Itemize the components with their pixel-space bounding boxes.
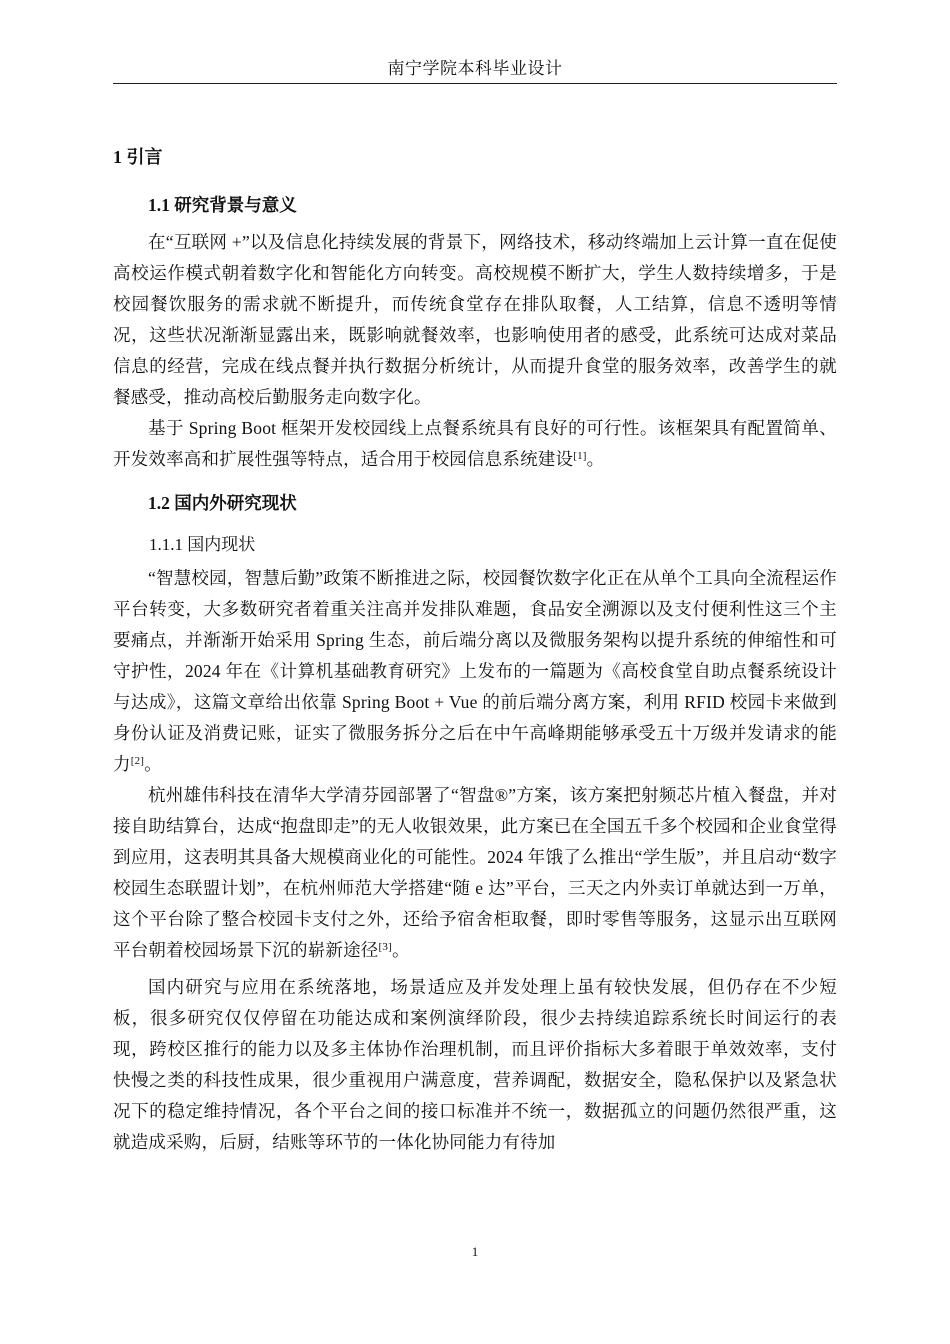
section-heading-introduction: 1 引言 xyxy=(113,147,163,167)
paragraph-end: 。 xyxy=(144,754,162,774)
paragraph-shortcomings: 国内研究与应用在系统落地，场景适应及并发处理上虽有较快发展，但仍存在不少短板，很多研究仅仅停留在功能达成和案例演绎阶段，很少去持续追踪系统长时间运行的表现，跨校区推行的能力以及多主体协作治理机制，而且评价指标大多着眼于单效效率，支付快慢之类的科技性成果，很少重视用户满意度，营养调配，数据安全，隐私保护以及紧急状况下的稳定维持情况，各个平台之间的接口标准并不统一，数据孤立的问题仍然很严重，这就造成采购，后厨，结账等环节的一体化协同能力有待加 xyxy=(113,977,837,1152)
subsubsection-heading-domestic: 1.1.1 国内现状 xyxy=(149,535,256,554)
subsection-heading-background: 1.1 研究背景与意义 xyxy=(148,195,297,215)
paragraph-end: 。 xyxy=(586,449,605,469)
paragraph-text: “智慧校园，智慧后勤”政策不断推进之际，校园餐饮数字化正在从单个工具向全流程运作平台转变，大多数研究者着重关注高并发排队难题，食品安全溯源以及支付便利性这三个主要痛点，并渐渐开始采用 Spring 生态，前后端分离以及微服务架构以提升系统的伸缩性和可守护性，2024 年在《计算机基础教育研究》上发布的一篇题为《高校食堂自助点餐系统设计与达成》，这篇文章给出依靠 Spring Boot + Vue 的前后端分离方案，利用 RFID 校园卡来做到身份认证及消费记账，证实了微服务拆分之后在中午高峰期能够承受五十万级并发请求的能力 xyxy=(113,568,837,774)
header-divider xyxy=(113,83,837,84)
citation-ref: [1] xyxy=(573,450,587,462)
citation-ref: [2] xyxy=(130,755,145,767)
paragraph-background: 在“互联网 +”以及信息化持续发展的背景下，网络技术，移动终端加上云计算一直在促使高校运作模式朝着数字化和智能化方向转变。高校规模不断扩大，学生人数持续增多，于是校园餐饮服务的需求就不断提升，而传统食堂存在排队取餐，人工结算，信息不透明等情况，这些状况渐渐显露出来，既影响就餐效率，也影响使用者的感受，此系统可达成对菜品信息的经营，完成在线点餐并执行数据分析统计，从而提升食堂的服务效率，改善学生的就餐感受，推动高校后勤服务走向数字化。 xyxy=(113,232,837,407)
subsection-heading-research-status: 1.2 国内外研究现状 xyxy=(148,493,297,513)
document-body xyxy=(113,137,837,1158)
page-header: 南宁学院本科毕业设计 xyxy=(387,59,563,78)
paragraph-text: 杭州雄伟科技在清华大学清芬园部署了“智盘®”方案，该方案把射频芯片植入餐盘，并对接自助结算台，达成“抱盘即走”的无人收银效果，此方案已在全国五千多个校园和企业食堂得到应用，这表明其具备大规模商业化的可能性。2024 年饿了么推出“学生版”，并且启动“数字校园生态联盟计划”，在杭州师范大学搭建“随 e 达”平台，三天之内外卖订单就达到一万单，这个平台除了整合校园卡支付之外，还给予宿舍柜取餐，即时零售等服务，这显示出互联网平台朝着校园场景下沉的崭新途径 xyxy=(113,785,837,960)
page-number: 1 xyxy=(471,1244,479,1259)
paragraph-feasibility xyxy=(113,413,837,475)
paragraph-text: 基于 Spring Boot 框架开发校园线上点餐系统具有良好的可行性。该框架具有配置简单、开发效率高和扩展性强等特点，适合用于校园信息系统建设 xyxy=(113,418,837,469)
paragraph-industry-cases xyxy=(113,780,837,966)
paragraph-smart-campus xyxy=(113,563,837,780)
citation-ref: [3] xyxy=(378,941,392,953)
paragraph-end: 。 xyxy=(391,940,410,960)
